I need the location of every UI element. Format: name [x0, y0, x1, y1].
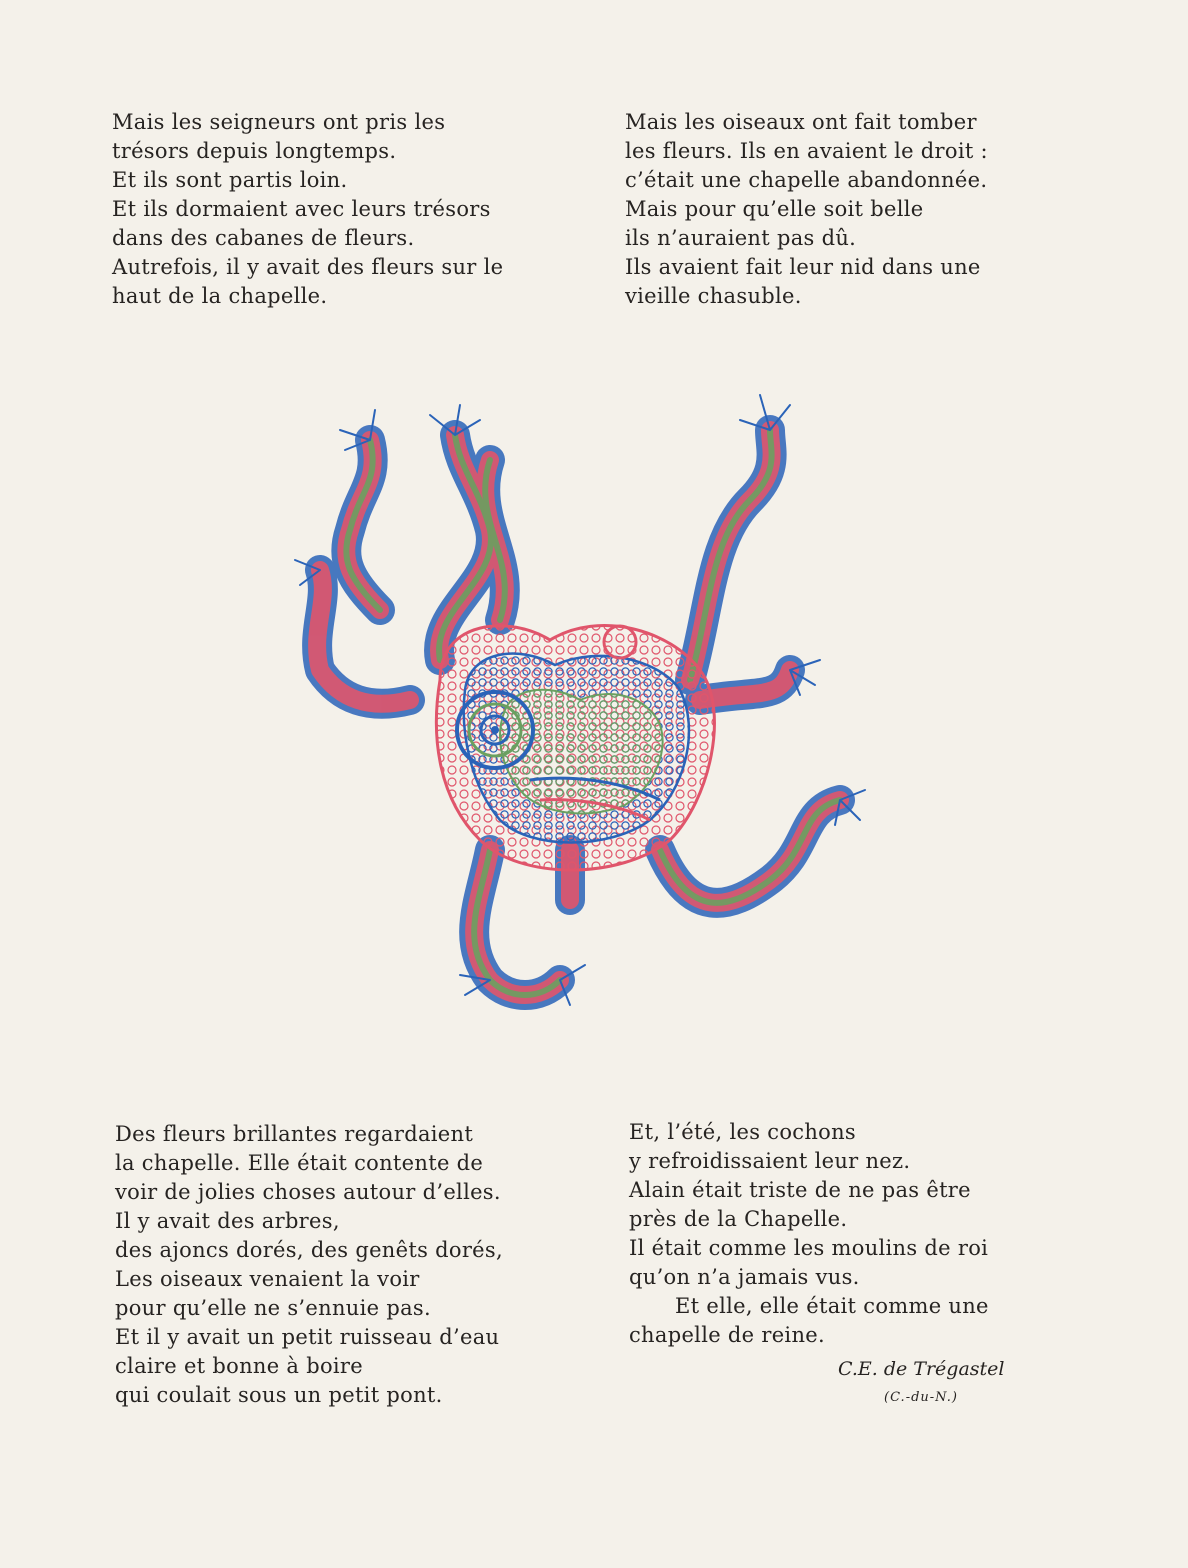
poem-line: Mais les seigneurs ont pris les	[112, 110, 446, 134]
poem-line: voir de jolies choses autour d’elles.	[115, 1180, 501, 1204]
poem-line: Ils avaient fait leur nid dans une	[625, 255, 981, 279]
poem-line: Et, l’été, les cochons	[629, 1120, 856, 1144]
poem-line: Alain était triste de ne pas être	[629, 1178, 971, 1202]
poem-line: la chapelle. Elle était contente de	[115, 1151, 484, 1175]
poem-line: Les oiseaux venaient la voir	[115, 1267, 420, 1291]
poem-line: vieille chasuble.	[625, 284, 802, 308]
poem-line: près de la Chapelle.	[629, 1207, 848, 1231]
poem-line: Mais pour qu’elle soit belle	[625, 197, 924, 221]
poem-line: Il y avait des arbres,	[115, 1209, 340, 1233]
stanza-top-right	[625, 108, 1065, 311]
stanza-bottom-left	[115, 1120, 555, 1410]
poem-line: qui coulait sous un petit pont.	[115, 1383, 443, 1407]
poem-line: des ajoncs dorés, des genêts dorés,	[115, 1238, 503, 1262]
poem-line: Et il y avait un petit ruisseau d’eau	[115, 1325, 500, 1349]
author-signature: C.E. de Trégastel	[838, 1358, 1005, 1380]
stanza-bottom-right	[629, 1118, 1069, 1350]
poem-line: trésors depuis longtemps.	[112, 139, 397, 163]
scribble-drawing-illustration	[290, 380, 880, 1060]
stanza-top-left	[112, 108, 552, 311]
poem-line: c’était une chapelle abandonnée.	[625, 168, 988, 192]
poem-line: y refroidissaient leur nez.	[629, 1149, 911, 1173]
poem-line: qu’on n’a jamais vus.	[629, 1265, 860, 1289]
poem-line: dans des cabanes de fleurs.	[112, 226, 415, 250]
poem-line: haut de la chapelle.	[112, 284, 328, 308]
poem-line: claire et bonne à boire	[115, 1354, 363, 1378]
poem-line: Autrefois, il y avait des fleurs sur le	[112, 255, 504, 279]
poem-line: les fleurs. Ils en avaient le droit :	[625, 139, 988, 163]
poem-line: chapelle de reine.	[629, 1323, 825, 1347]
poem-line: ils n’auraient pas dû.	[625, 226, 857, 250]
poem-line: Des fleurs brillantes regardaient	[115, 1122, 474, 1146]
poem-line: Et ils dormaient avec leurs trésors	[112, 197, 491, 221]
author-origin: (C.-du-N.)	[884, 1390, 958, 1405]
poem-line: Et ils sont partis loin.	[112, 168, 348, 192]
poem-line: Et elle, elle était comme une	[675, 1294, 989, 1318]
poem-line: Il était comme les moulins de roi	[629, 1236, 989, 1260]
poem-line: pour qu’elle ne s’ennuie pas.	[115, 1296, 431, 1320]
poem-line: Mais les oiseaux ont fait tomber	[625, 110, 977, 134]
